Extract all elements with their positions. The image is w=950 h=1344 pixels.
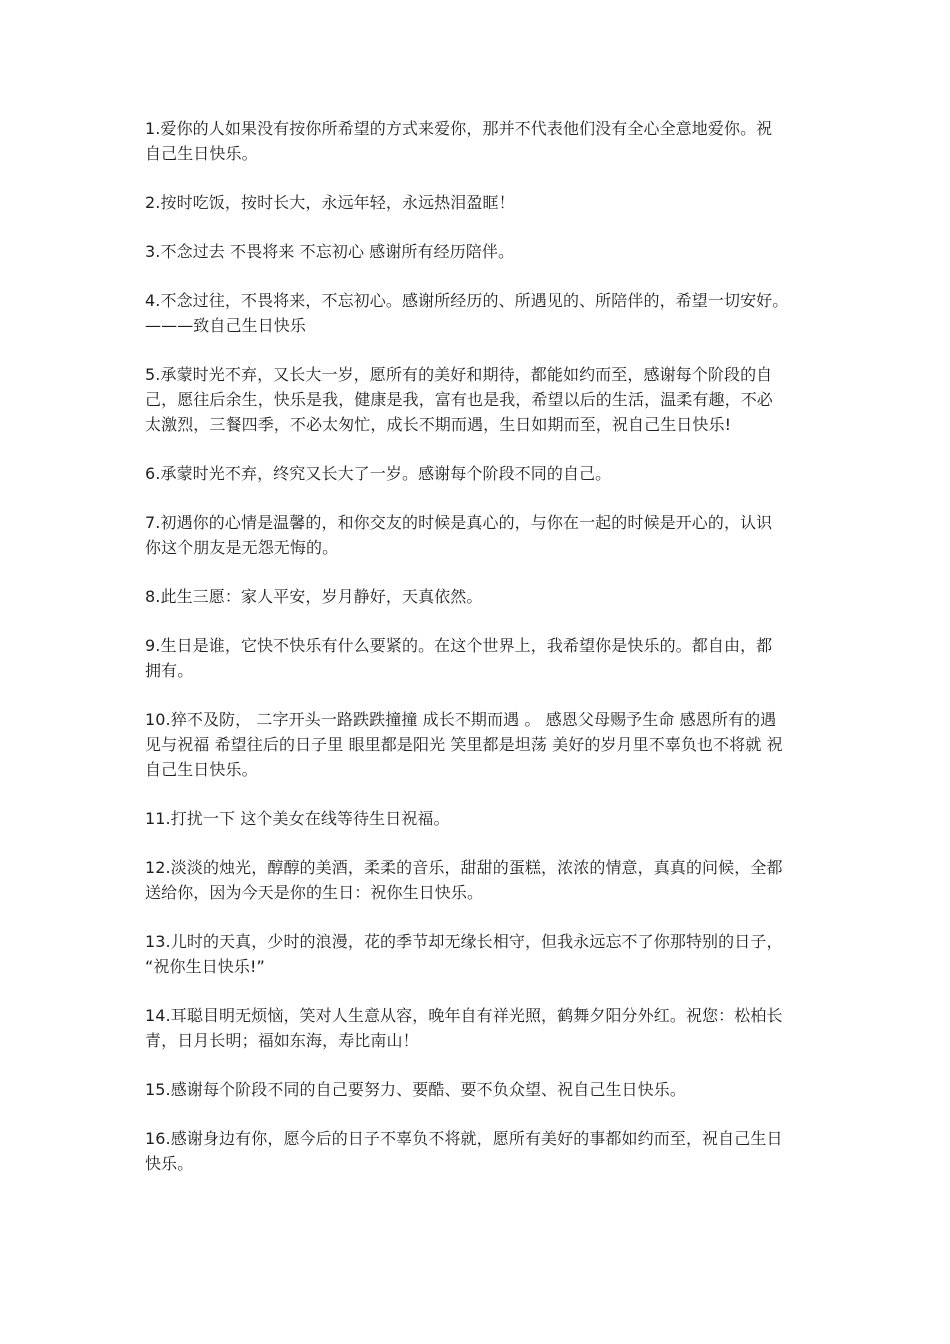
list-item: [145, 239, 810, 264]
text-line: 11.打扰一下 这个美女在线等待生日祝福。: [145, 809, 450, 828]
text-line: 10.猝不及防， 二字开头一路跌跌撞撞 成长不期而遇 。 感恩父母赐予生命 感恩所有的遇: [145, 710, 777, 729]
text-line: 2.按时吃饭，按时长大，永远年轻，永远热泪盈眶！: [145, 193, 515, 212]
text-line: 拥有。: [145, 661, 194, 680]
text-line: 青，日月长明；福如东海，寿比南山！: [145, 1031, 419, 1050]
text-line: 4.不念过往，不畏将来，不忘初心。感谢所经历的、所遇见的、所陪伴的，希望一切安好。: [145, 291, 789, 310]
text-line: 你这个朋友是无怨无悔的。: [145, 538, 339, 557]
text-line: 7.初遇你的心情是温馨的，和你交友的时候是真心的，与你在一起的时候是开心的，认识: [145, 513, 773, 532]
list-item: [145, 633, 810, 683]
text-line: 3.不念过去 不畏将来 不忘初心 感谢所有经历陪伴。: [145, 242, 515, 261]
text-line: 15.感谢每个阶段不同的自己要努力、要酷、要不负众望、祝自己生日快乐。: [145, 1080, 686, 1099]
text-line: 送给你，因为今天是你的生日：祝你生日快乐。: [145, 883, 484, 902]
list-item: [145, 855, 810, 905]
text-line: 9.生日是谁，它快不快乐有什么要紧的。在这个世界上，我希望你是快乐的。都自由，都: [145, 636, 773, 655]
list-item: [145, 584, 810, 609]
text-line: 8.此生三愿：家人平安，岁月静好，天真依然。: [145, 587, 483, 606]
list-item: [145, 190, 810, 215]
list-item: [145, 1126, 810, 1176]
text-line: ———致自己生日快乐: [145, 316, 307, 335]
text-line: 1.爱你的人如果没有按你所希望的方式来爱你，那并不代表他们没有全心全意地爱你。祝: [145, 119, 773, 138]
text-line: 14.耳聪目明无烦恼，笑对人生意从容，晚年自有祥光照，鹤舞夕阳分外红。祝您：松柏长: [145, 1006, 783, 1025]
list-item: [145, 510, 810, 560]
text-line: 太激烈，三餐四季，不必太匆忙，成长不期而遇，生日如期而至，祝自己生日快乐!: [145, 415, 732, 434]
text-line: 6.承蒙时光不弃，终究又长大了一岁。感谢每个阶段不同的自己。: [145, 464, 612, 483]
text-line: 己，愿往后余生，快乐是我，健康是我，富有也是我，希望以后的生活，温柔有趣，不必: [145, 390, 773, 409]
text-line: 自己生日快乐。: [145, 144, 258, 163]
document-body: [145, 116, 810, 1200]
text-line: 快乐。: [145, 1154, 194, 1173]
list-item: [145, 116, 810, 166]
list-item: [145, 806, 810, 831]
list-item: [145, 1077, 810, 1102]
list-item: [145, 362, 810, 437]
text-line: 见与祝福 希望往后的日子里 眼里都是阳光 笑里都是坦荡 美好的岁月里不辜负也不将就 祝: [145, 735, 783, 754]
text-line: 5.承蒙时光不弃，又长大一岁，愿所有的美好和期待，都能如约而至，感谢每个阶段的自: [145, 365, 773, 384]
list-item: [145, 1003, 810, 1053]
text-line: 16.感谢身边有你，愿今后的日子不辜负不将就，愿所有美好的事都如约而至，祝自己生日: [145, 1129, 783, 1148]
text-line: 自己生日快乐。: [145, 760, 258, 779]
text-line: 12.淡淡的烛光，醇醇的美酒，柔柔的音乐，甜甜的蛋糕，浓浓的情意，真真的问候，全都: [145, 858, 783, 877]
list-item: [145, 707, 810, 782]
text-line: “祝你生日快乐!”: [145, 957, 265, 976]
text-line: 13.儿时的天真，少时的浪漫，花的季节却无缘长相守，但我永远忘不了你那特别的日子，: [145, 932, 783, 951]
list-item: [145, 929, 810, 979]
list-item: [145, 461, 810, 486]
list-item: [145, 288, 810, 338]
